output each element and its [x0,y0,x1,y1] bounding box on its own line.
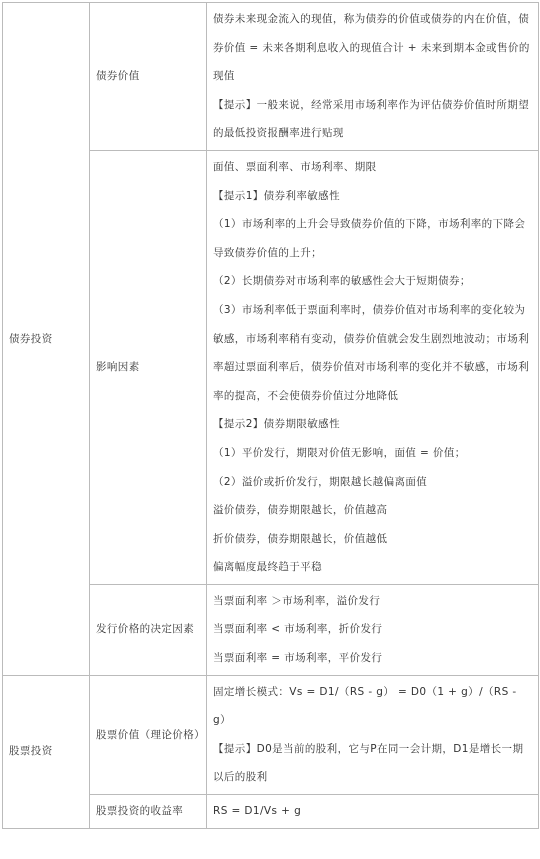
text-line: 当票面利率 = 市场利率，平价发行 [213,652,383,665]
text-line: 【提示2】债券期限敏感性 [213,418,340,431]
content-factors [207,150,539,584]
text-line: 债券未来现金流入的现值，称为债券的价值或债券的内在价值，债券价值 = 未来各期利息收入的现值合计 + 未来到期本金或售价的现值 [213,13,530,83]
content-stock-return [207,795,539,829]
item-issue-price: 发行价格的决定因素 [90,584,207,675]
text-line: （3）市场利率低于票面利率时，债券价值对市场利率的变化较为敏感，市场利率稍有变动，债券价值就会发生剧烈地波动；市场利率超过票面利率后，债券价值对市场利率的变化并不敏感，市场利率的提高，不会使债券价值过分地降低 [213,303,530,402]
text-line: 固定增长模式：Vs = D1/（RS - g） = D0（1 + g）/（RS - g） [213,685,517,727]
text-line: RS = D1/Vs + g [213,805,302,818]
text-line: 当票面利率 ＞市场利率，溢价发行 [213,594,381,607]
category-stock: 股票投资 [3,675,90,828]
text-line: 面值、票面利率、市场利率、期限 [213,160,377,173]
text-line: 偏离幅度最终趋于平稳 [213,561,322,574]
text-line: （1）市场利率的上升会导致债券价值的下降，市场利率的下降会导致债券价值的上升； [213,218,526,259]
item-factors: 影响因素 [90,150,207,584]
text-line: 【提示1】债券利率敏感性 [213,189,340,202]
table-row [3,675,539,794]
content-stock-value [207,675,539,794]
category-bond: 债券投资 [3,3,90,676]
item-stock-value: 股票价值（理论价格） [90,675,207,794]
text-line: 当票面利率 < 市场利率，折价发行 [213,623,383,636]
text-line: 【提示】D0是当前的股利，它与P在同一会计期，D1是增长一期以后的股利 [213,742,524,784]
text-line: 折价债券，债券期限越长，价值越低 [213,532,388,545]
investment-table [2,2,539,829]
text-line: 溢价债券，债券期限越长，价值越高 [213,504,388,517]
text-line: （1）平价发行，期限对价值无影响，面值 = 价值； [213,446,466,459]
content-issue-price [207,584,539,675]
text-line: 【提示】一般来说，经常采用市场利率作为评估债券价值时所期望的最低投资报酬率进行贴现 [213,98,530,140]
item-bond-value: 债券价值 [90,3,207,151]
item-stock-return: 股票投资的收益率 [90,795,207,829]
text-line: （2）溢价或折价发行，期限越长越偏离面值 [213,475,428,488]
table-row [3,3,539,151]
text-line: （2）长期债券对市场利率的敏感性会大于短期债券； [213,275,471,288]
content-bond-value [207,3,539,151]
